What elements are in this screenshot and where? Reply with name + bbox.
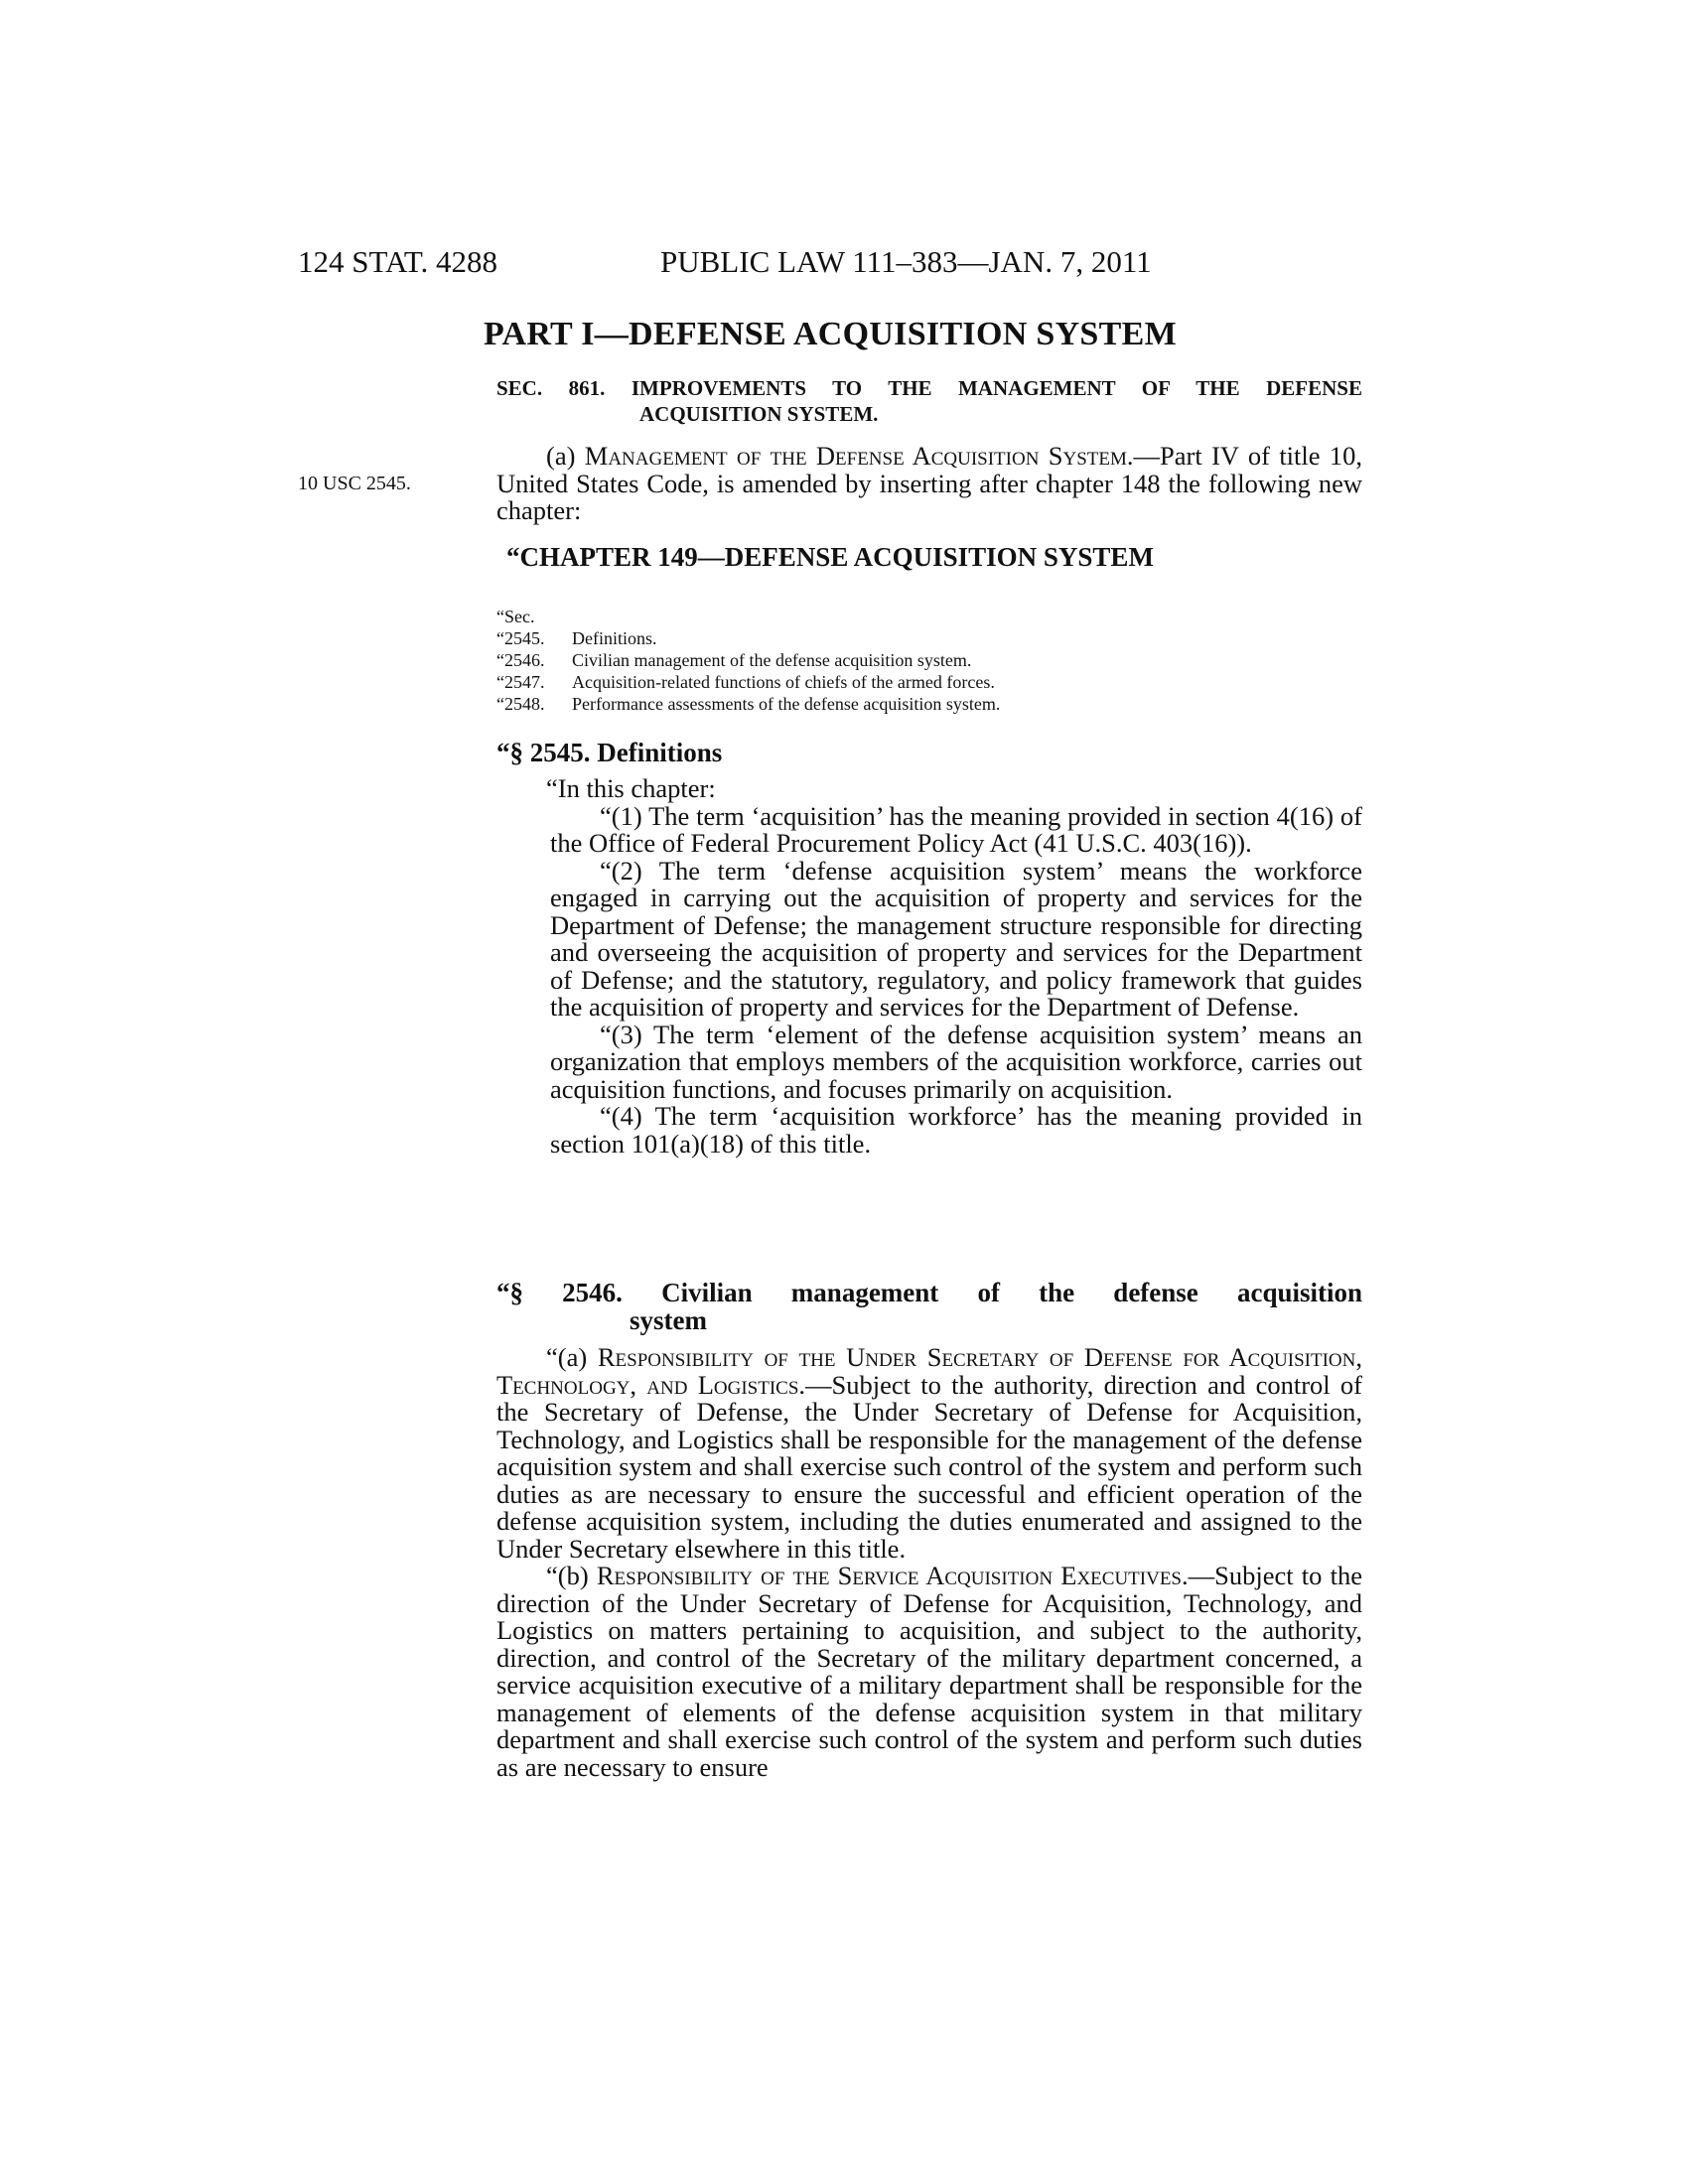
subsection-a [496,443,1362,525]
margin-note: 10 USC 2545. [298,473,411,494]
section-heading-line2: ACQUISITION SYSTEM. [639,402,879,426]
chapter-title: “CHAPTER 149—DEFENSE ACQUISITION SYSTEM [506,542,1154,572]
section-2546-heading-line1: “§ 2546. Civilian management of the defense acquisition [496,1278,1362,1307]
toc-label: “Sec. [496,607,535,626]
section-heading-line1: SEC. 861. IMPROVEMENTS TO THE MANAGEMENT OF THE DEFENSE [496,376,1362,400]
table-of-sections [496,606,1362,715]
definition-2: “(2) The term ‘defense acquisition system’ means the workforce engaged in carrying out the acquisition of property and services for the Department of Defense; the management structure responsible for directing and overseeing the acquisition of property and services for the Department of Defense; and the statutory, regulatory, and policy framework that guides the acquisition of property and services for the Department of Defense. [550,855,1362,1022]
section-2546-body [496,1344,1362,1781]
subsection-a-marker: (a) [546,441,585,471]
public-law-citation: PUBLIC LAW 111–383—JAN. 7, 2011 [660,244,1152,279]
definition-3: “(3) The term ‘element of the defense acquisition system’ means an organization that employs members of the acquisition workforce, carries out acquisition functions, and focuses primarily on acquisition. [550,1019,1362,1104]
section-2546-heading-line2: system [630,1305,707,1335]
section-2545-intro: “In this chapter: [546,773,716,803]
statute-page-number: 124 STAT. 4288 [298,244,498,279]
section-2545-body [496,775,1362,1158]
part-title: PART I—DEFENSE ACQUISITION SYSTEM [483,316,1177,352]
subsection-a-text: —Part IV of title 10, United States Code, is amended by inserting after chapter 148 the following new chapter: [496,441,1362,525]
page-header [298,244,1340,284]
subsection-a-heading: Management of the Defense Acquisition System. [584,441,1134,471]
section-2546-subsection-b: “(b) Responsibility of the Service Acquisition Executives.—Subject to the direction of the Under Secretary of Defense for Acquisition, Technology, and Logistics on matters pertaining to acquisition, and subject to the authority, direction, and control of the Secretary of the military department concerned, a service acquisition executive of a military department shall be responsible for the management of elements of the defense acquisition system in that military department and shall exercise such control of the system and perform such duties as are necessary to ensure [496,1561,1362,1782]
toc-item: “2547. Acquisition-related functions of chiefs of the armed forces. [496,672,995,692]
toc-item: “2545. Definitions. [496,628,657,648]
section-2546-subsection-a: “(a) Responsibility of the Under Secretary of Defense for Acquisition, Technology, and Logistics.—Subject to the authority, direction and control of the Secretary of Defense, the Under Secretary of Defense for Acquisition, Technology, and Logistics shall be responsible for the management of the defense acquisition system and shall exercise such control of the system and perform such duties as are necessary to ensure the successful and efficient operation of the defense acquisition system, including the duties enumerated and assigned to the Under Secretary elsewhere in this title. [496,1342,1362,1564]
definition-4: “(4) The term ‘acquisition workforce’ has the meaning provided in section 101(a)(18) of this title. [550,1101,1362,1159]
section-2545-heading: “§ 2545. Definitions [496,738,723,767]
definition-1: “(1) The term ‘acquisition’ has the meaning provided in section 4(16) of the Office of Federal Procurement Policy Act (41 U.S.C. 403(16)). [550,800,1362,858]
toc-item: “2546. Civilian management of the defense acquisition system. [496,650,972,670]
section-2546-heading [496,1279,1362,1334]
toc-item: “2548. Performance assessments of the defense acquisition system. [496,694,1001,714]
